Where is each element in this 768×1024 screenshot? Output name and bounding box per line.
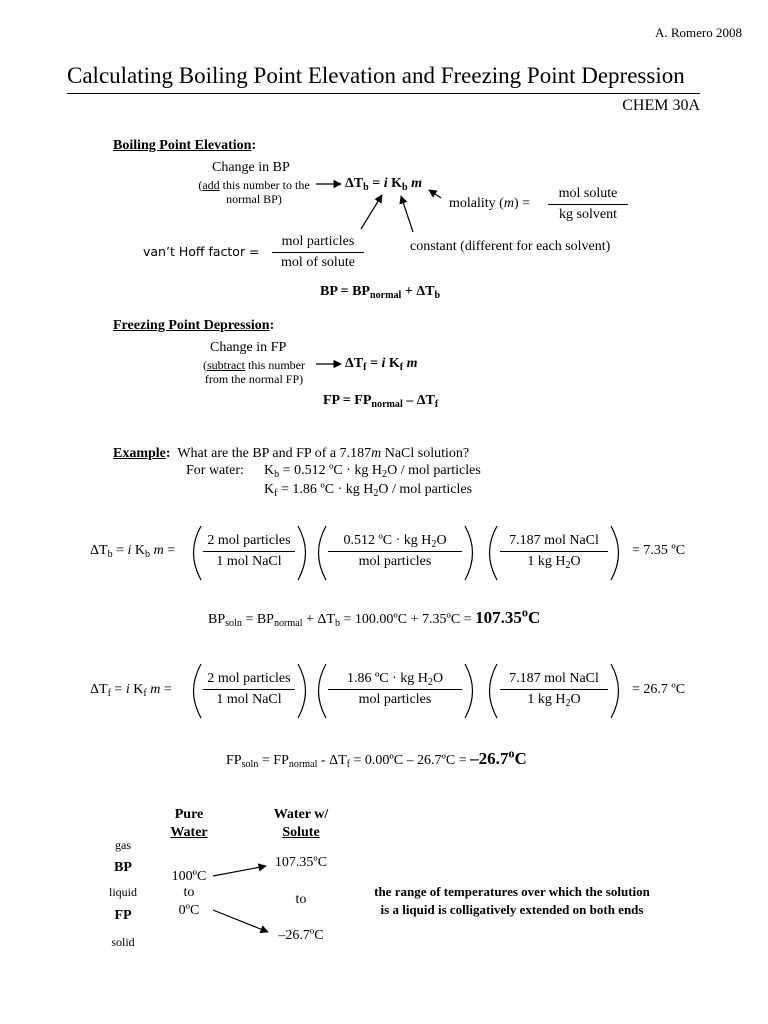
bp-fraction-3: 7.187 mol NaCl 1 kg $H_2O$ — [500, 531, 608, 572]
bp-shift-arrow — [213, 866, 266, 876]
bp-fraction-1: 2 mol particles 1 mol NaCl — [203, 531, 295, 572]
fp-paren-right-3 — [611, 664, 619, 718]
bp-solution-line: $BP_{soln} = BP_{normal} + \Delta T_b$ = 100.00ºC + 7.35ºC = $107.35^oC$ — [208, 605, 541, 630]
bpe-m-arrow — [429, 190, 441, 198]
page-title: Calculating Boiling Point Elevation and Freezing Point Depression — [67, 63, 685, 88]
fp-fraction-2: 1.86 ºC · kg $H_2O$ mol particles — [328, 669, 462, 710]
bp-calc-lhs: $\Delta T_b = i$ $K_b$ m = — [90, 543, 176, 561]
course-label: CHEM 30A — [622, 97, 700, 114]
fp-paren-left-2 — [319, 664, 327, 718]
range-explanation: the range of temperatures over which the solution is a liquid is colligatively extended on both ends — [374, 884, 650, 917]
bp-paren-left-3 — [490, 526, 498, 580]
pure-bp-value: 100ºC — [171, 869, 207, 884]
fp-result-formula: FP = $FP_{normal} - \Delta T_f$ — [323, 393, 439, 411]
bp-fraction-2: 0.512 ºC · kg $H_2O$ mol particles — [328, 531, 462, 572]
fp-shift-arrow — [213, 910, 268, 932]
kb-value: $K_b = 0.512$ ºC · kg $H_2O$ / mol particles — [264, 463, 481, 481]
fpd-heading: Freezing Point Depression: — [113, 318, 275, 333]
molality-label: molality (m) = — [449, 196, 531, 211]
bp-paren-right-3 — [611, 526, 619, 580]
bp-row-label: BP — [114, 860, 132, 875]
vant-hoff-fraction: mol particles mol of solute — [272, 232, 364, 273]
fp-row-label: FP — [114, 908, 132, 923]
pure-fp-value: 0ºC — [178, 903, 200, 918]
phase-liquid-label: liquid — [108, 885, 137, 899]
fp-paren-right-1 — [298, 664, 306, 718]
kf-value: $K_f = 1.86$ ºC · kg $H_2O$ / mol particles — [264, 482, 473, 500]
fp-paren-right-2 — [465, 664, 473, 718]
fp-solution-line: $FP_{soln} = FP_{normal} - \Delta T_f$ = 0.00ºC – 26.7ºC = $-26.7^oC$ — [226, 746, 527, 771]
fp-paren-left-3 — [490, 664, 498, 718]
water-label: For water: — [186, 463, 244, 478]
fpd-equation: $\Delta T_f = i$ $K_f$ m — [345, 356, 418, 374]
pure-water-header: Pure Water — [170, 807, 208, 840]
bp-paren-right-2 — [465, 526, 473, 580]
bp-paren-left-1 — [194, 526, 202, 580]
fp-fraction-1: 2 mol particles 1 mol NaCl — [203, 669, 295, 710]
molality-fraction: mol solute kg solvent — [548, 184, 628, 225]
bpe-equation: $\Delta T_b = i$ $K_b$ m — [345, 176, 422, 194]
fpd-note: (subtract this number from the normal FP) — [203, 358, 305, 386]
bp-paren-right-1 — [298, 526, 306, 580]
fp-calc-lhs: $\Delta T_f = i$ $K_f$ m = — [90, 682, 172, 700]
bpe-note: (add this number to the normal BP) — [198, 178, 310, 206]
phase-solid-label: solid — [111, 935, 135, 949]
constant-note: constant (different for each solvent) — [410, 239, 611, 254]
fpd-change-label: Change in FP — [210, 340, 287, 355]
bp-calc-result: = 7.35 ºC — [632, 543, 686, 558]
phase-gas-label: gas — [115, 838, 131, 852]
bp-paren-left-2 — [319, 526, 327, 580]
bpe-change-label: Change in BP — [212, 160, 290, 175]
bpe-k-arrow — [401, 196, 413, 232]
pure-to-label: to — [183, 885, 195, 900]
solute-water-header: Water w/ Solute — [273, 807, 329, 840]
fp-paren-left-1 — [194, 664, 202, 718]
bp-result-formula: BP = $BP_{normal} + \Delta T_b$ — [320, 284, 441, 302]
bpe-heading: Boiling Point Elevation: — [113, 138, 257, 153]
fp-fraction-3: 7.187 mol NaCl 1 kg $H_2O$ — [500, 669, 608, 710]
fp-calc-result: = 26.7 ºC — [632, 682, 686, 697]
bpe-i-arrow — [361, 195, 382, 229]
solution-to-label: to — [295, 892, 307, 907]
vant-hoff-label: van’t Hoff factor = — [143, 244, 260, 259]
example-question: Example: What are the BP and FP of a 7.187m NaCl solution? — [113, 446, 470, 461]
author-credit: A. Romero 2008 — [654, 25, 742, 40]
title-rule — [67, 93, 700, 94]
solution-fp-value: –26.7ºC — [278, 928, 324, 943]
solution-bp-value: 107.35ºC — [274, 855, 328, 870]
